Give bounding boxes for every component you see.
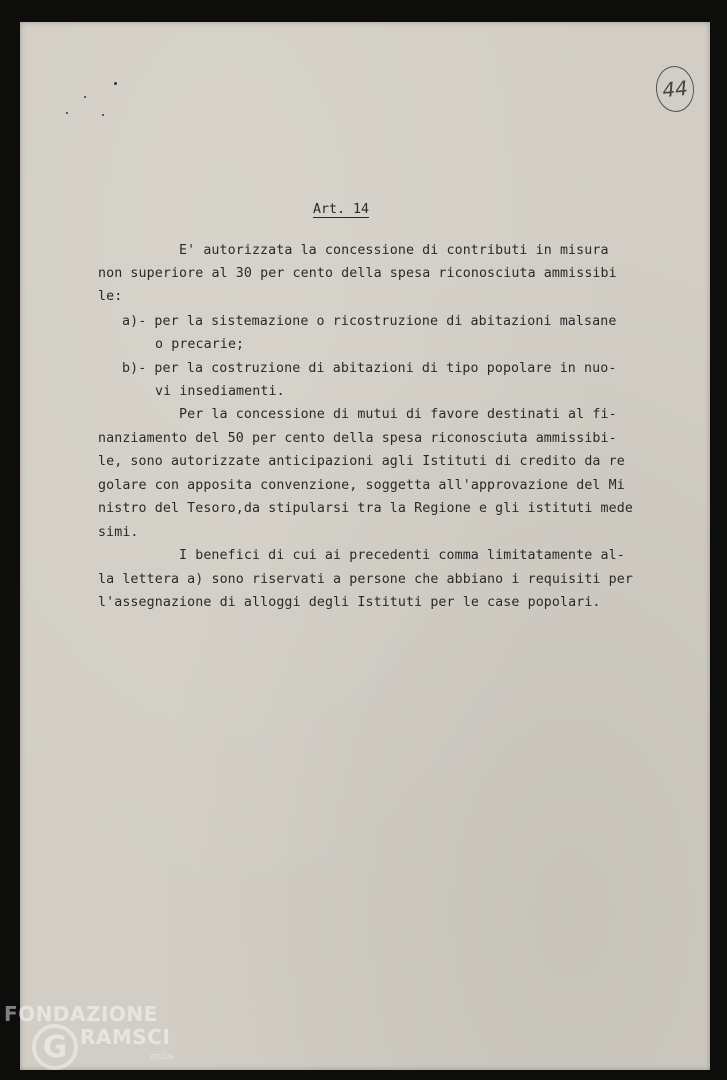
- watermark-line1: FONDAZIONE: [4, 1002, 158, 1026]
- text-line: non superiore al 30 per cento della spesa riconosciuta ammissibi: [98, 266, 617, 281]
- ink-speck: [66, 112, 68, 114]
- article-title: Art. 14: [313, 202, 370, 217]
- ink-speck: [84, 96, 86, 98]
- text-line: l'assegnazione di alloggi degli Istituti per le case popolari.: [98, 595, 601, 610]
- watermark-line2: RAMSCI: [80, 1025, 171, 1049]
- watermark-g-letter: G: [42, 1030, 68, 1065]
- text-line: o precarie;: [155, 337, 245, 352]
- text-line: le, sono autorizzate anticipazioni agli Istituti di credito da re: [98, 454, 625, 469]
- text-line: I benefici di cui ai precedenti comma limitatamente al-: [179, 548, 625, 563]
- handwritten-page-number: 44: [654, 64, 697, 114]
- text-line: golare con apposita convenzione, soggetta all'approvazione del Mi: [98, 478, 625, 493]
- text-line: a)- per la sistemazione o ricostruzione di abitazioni malsane: [122, 314, 617, 329]
- ink-speck: [102, 114, 104, 116]
- ink-speck: [114, 82, 117, 85]
- text-line: la lettera a) sono riservati a persone che abbiano i requisiti per: [98, 572, 633, 587]
- text-line: Per la concessione di mutui di favore destinati al fi-: [179, 407, 617, 422]
- text-line: E' autorizzata la concessione di contributi in misura: [179, 243, 609, 258]
- fondazione-gramsci-watermark: [4, 1000, 180, 1076]
- text-line: nanziamento del 50 per cento della spesa riconosciuta ammissibi-: [98, 431, 617, 446]
- text-line: le:: [98, 289, 123, 304]
- text-line: nistro del Tesoro,da stipularsi tra la Regione e gli istituti mede: [98, 501, 633, 516]
- text-line: b)- per la costruzione di abitazioni di tipo popolare in nuo-: [122, 361, 617, 376]
- text-line: simi.: [98, 525, 139, 540]
- watermark-suffix: onlus: [150, 1052, 175, 1062]
- watermark-g-logo: [30, 1022, 80, 1072]
- text-line: vi insediamenti.: [155, 384, 285, 399]
